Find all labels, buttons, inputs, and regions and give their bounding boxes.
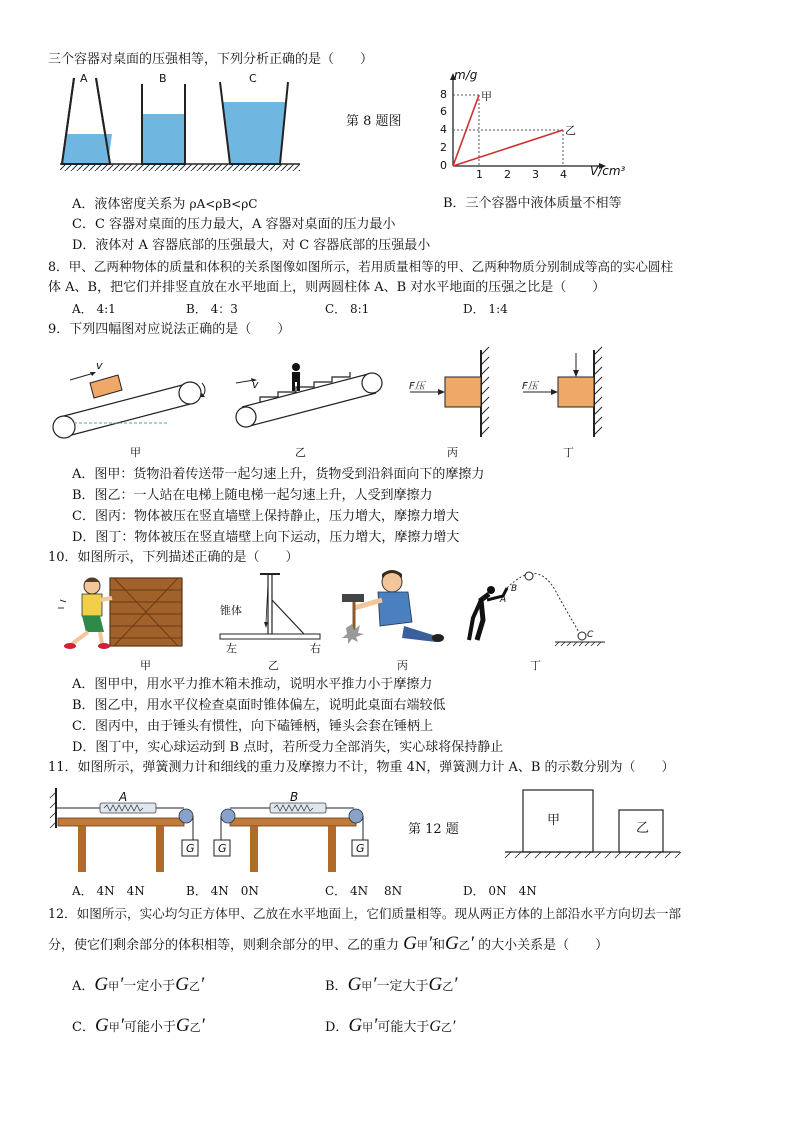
q8-option-a: A． 4:1 [72, 302, 116, 316]
q12-option-a: A．G甲′一定小于G乙′ [72, 974, 205, 995]
q10-option-b: B．图乙中，用水平仪检查桌面时锥体偏左，说明此桌面右端较低 [72, 698, 446, 713]
q9-option-a: A．图甲：货物沿着传送带一起匀速上升，货物受到沿斜面向下的摩擦力 [72, 467, 485, 482]
scale-b-label: B [290, 790, 299, 804]
q10-point-b: B [511, 584, 518, 594]
weight-g-label: G [186, 842, 195, 855]
q12-option-b: B．G甲′一定大于G乙′ [325, 974, 458, 995]
container-a-label: A [80, 72, 88, 85]
q8-option-c: C． 8:1 [325, 302, 370, 316]
q9-option-d: D．图丁：物体被压在竖直墙壁上向下运动，压力增大，摩擦力增大 [72, 530, 460, 545]
q9-option-b: B．图乙：一人站在电梯上随电梯一起匀速上升，人受到摩擦力 [72, 488, 433, 503]
line-yi-label: 乙 [565, 124, 576, 137]
q10-cone-label: 锥体 [220, 604, 242, 617]
q10-figures [50, 570, 610, 655]
q9-fig-label-ding: 丁 [563, 446, 574, 459]
q11-option-a: A． 4N 4N [72, 884, 145, 898]
graph-x-tick: 4 [560, 168, 567, 181]
q8-stem-line2: 体 A、B，把它们并排竖直放在水平地面上，则两圆柱体 A、B 对水平地面的压强之比是（ ） [48, 280, 606, 295]
q7-option-a: A．液体密度关系为 ρA<ρB<ρC [72, 197, 258, 212]
q7-option-d: D．液体对 A 容器底部的压强最大，对 C 容器底部的压强最小 [72, 238, 431, 253]
q10-option-a: A．图甲中，用水平力推木箱未推动，说明水平推力小于摩擦力 [72, 677, 433, 692]
q10-point-a: A [500, 595, 507, 605]
q10-point-c: C [587, 630, 594, 640]
q9-figures [50, 345, 610, 445]
q8-stem-line1: 8．甲、乙两种物体的质量和体积的关系图像如图所示，若用质量相等的甲、乙两种物质分别制成等高的实心圆柱 [48, 259, 674, 274]
weight-g-label: G [218, 842, 227, 855]
cube-jia-label: 甲 [547, 813, 561, 828]
q9-velocity-label: v [96, 359, 103, 372]
q9-fig-label-jia: 甲 [130, 446, 141, 459]
q10-fig-label-ding: 丁 [530, 659, 541, 672]
q10-stem: 10．如图所示，下列描述正确的是（ ） [48, 550, 299, 565]
graph-y-axis-label: m/g [454, 68, 478, 82]
q9-option-c: C．图丙：物体被压在竖直墙壁上保持静止，压力增大，摩擦力增大 [72, 509, 459, 524]
q9-fig-label-bing: 丙 [447, 446, 458, 459]
q9-fig-label-yi: 乙 [295, 446, 306, 459]
graph-y-tick: 8 [440, 88, 447, 101]
q10-fig-label-bing: 丙 [397, 659, 408, 672]
q11-stem: 11．如图所示，弹簧测力计和细线的重力及摩擦力不计，物重 4N，弹簧测力计 A、B 的示数分别为（ ） [48, 760, 675, 775]
q8-figure-label: 第 8 题图 [346, 114, 402, 129]
q7-stem: 三个容器对桌面的压强相等，下列分析正确的是（ ） [48, 52, 374, 67]
q8-option-d: D． 1:4 [463, 302, 508, 316]
graph-x-tick: 2 [504, 168, 511, 181]
q11-option-c: C． 4N 8N [325, 884, 403, 898]
q9-velocity-label: v [252, 378, 259, 391]
scale-a-label: A [119, 790, 128, 804]
q7-option-b: B．三个容器中液体质量不相等 [443, 196, 622, 211]
q9-press-force-label: F压 [409, 381, 425, 392]
q10-right-label: 右 [310, 642, 321, 655]
q12-stem-line2: 分，使它们剩余部分的体积相等，则剩余部分的甲、乙的重力 G甲′和G乙′ 的大小关系是（ ） [48, 933, 609, 954]
cube-yi-label: 乙 [636, 821, 650, 836]
graph-y-tick: 4 [440, 123, 447, 136]
q7-option-c: C．C 容器对桌面的压力最大，A 容器对桌面的压力最小 [72, 217, 396, 232]
q9-stem: 9．下列四幅图对应说法正确的是（ ） [48, 322, 291, 337]
container-c-label: C [249, 72, 257, 85]
q12-stem-line1: 12．如图所示，实心均匀正方体甲、乙放在水平地面上，它们质量相等。现从两正方体的上部沿水平方向切去一部 [48, 906, 682, 921]
graph-y-tick: 6 [440, 105, 447, 118]
q11-option-d: D． 0N 4N [463, 884, 537, 898]
q11-option-b: B． 4N 0N [186, 884, 259, 898]
q12-figure-label: 第 12 题 [408, 822, 459, 837]
q10-left-label: 左 [226, 642, 237, 655]
graph-x-tick: 1 [476, 168, 483, 181]
q10-fig-label-jia: 甲 [140, 659, 151, 672]
q10-option-c: C．图丙中，由于锤头有惯性，向下磕锤柄，锤头会套在锤柄上 [72, 719, 433, 734]
q12-option-d: D．G甲′可能大于G乙′ [325, 1015, 456, 1036]
q12-cubes-figure [505, 788, 685, 863]
q10-fig-label-yi: 乙 [268, 659, 279, 672]
q7-containers-figure [60, 68, 310, 178]
graph-y-tick: 0 [440, 159, 447, 172]
q11-spring-scale-figure [48, 782, 378, 877]
graph-x-axis-label: V/cm³ [590, 164, 626, 178]
graph-y-tick: 2 [440, 141, 447, 154]
q8-option-b: B． 4：3 [186, 302, 238, 316]
graph-x-tick: 3 [532, 168, 539, 181]
container-b-label: B [159, 72, 167, 85]
line-jia-label: 甲 [481, 90, 492, 103]
q12-option-c: C．G甲′可能小于G乙′ [72, 1015, 205, 1036]
weight-g-label: G [356, 842, 365, 855]
q10-option-d: D．图丁中，实心球运动到 B 点时，若所受力全部消失，实心球将保持静止 [72, 740, 504, 755]
q9-press-force-label: F压 [522, 381, 538, 392]
